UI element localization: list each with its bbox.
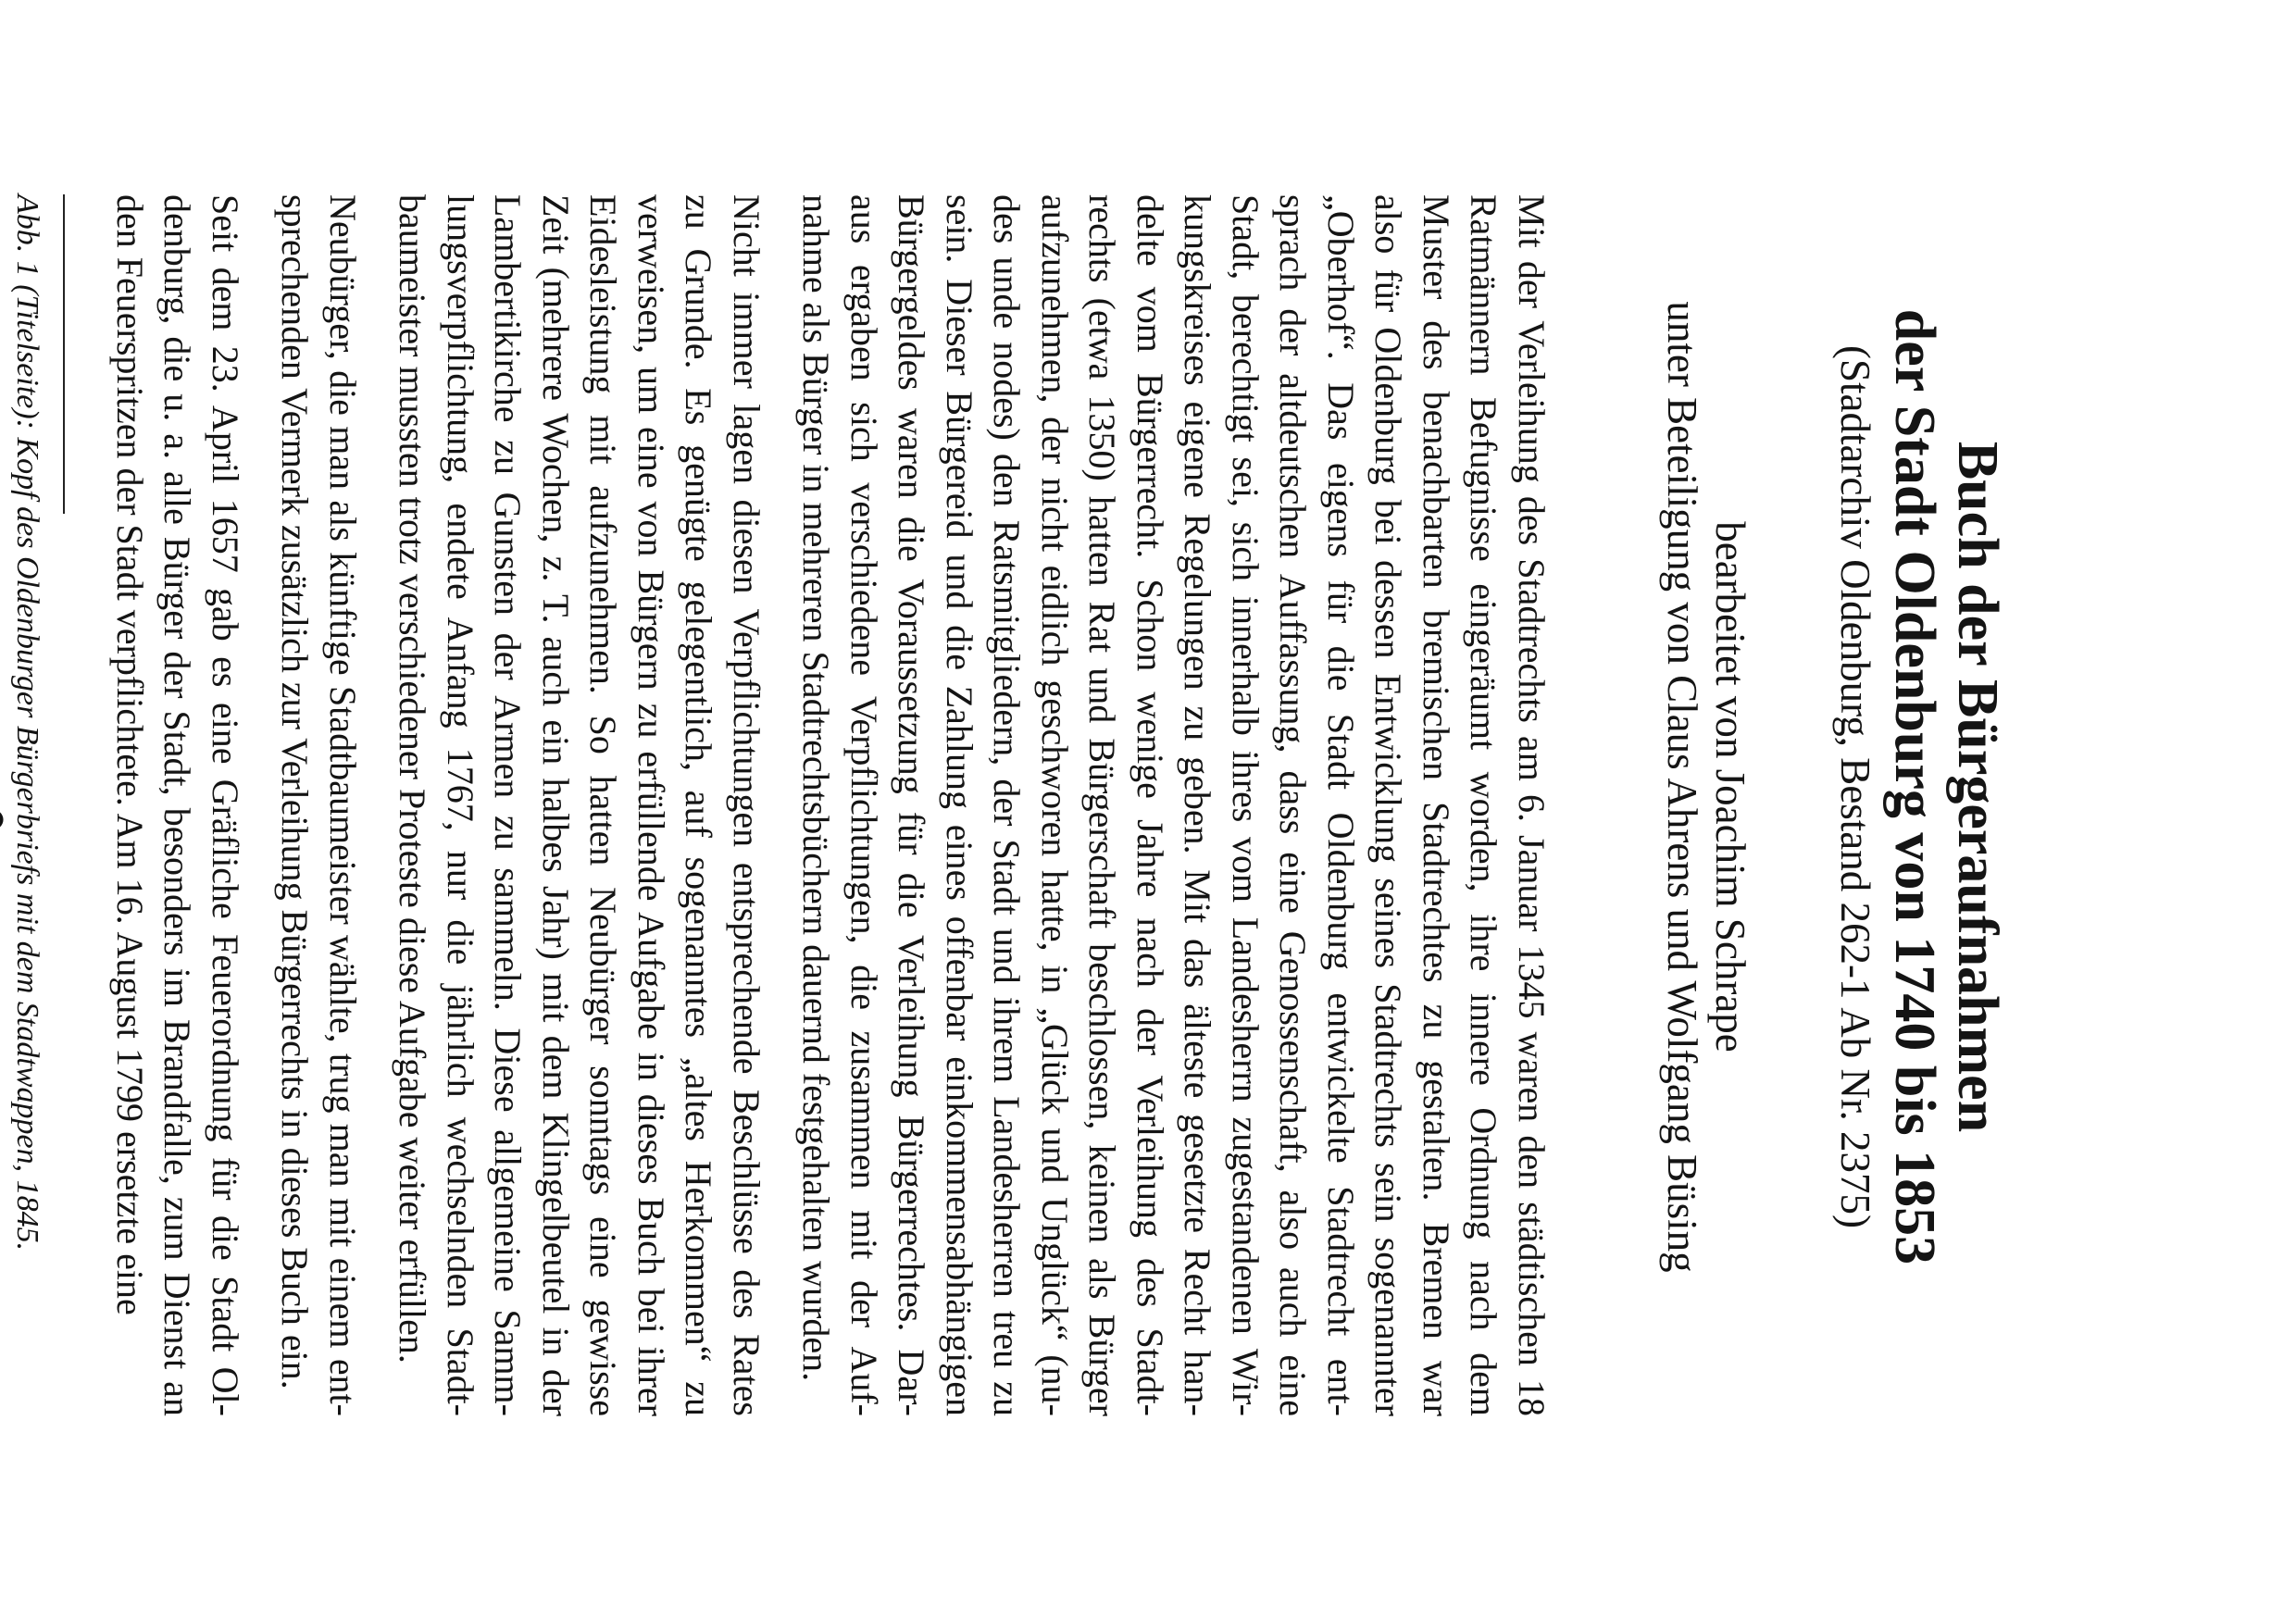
- text-line: denburg, die u. a. alle Bürger der Stadt, besonders im Brandfalle, zum Dienst an: [156, 194, 199, 1416]
- text-line: lungsverpflichtung, endete Anfang 1767, nur die jährlich wechselnden Stadt-: [440, 194, 481, 1416]
- text-line: kungskreises eigene Regelungen zu geben. Mit das älteste gesetzte Recht han-: [1177, 194, 1219, 1416]
- subtitle: (Stadtarchiv Oldenburg, Bestand 262-1 Ab Nr. 2375): [1832, 344, 1878, 1229]
- text-line: Mit der Verleihung des Stadtrechts am 6. Januar 1345 waren den städtischen 18: [1511, 194, 1553, 1416]
- text-line: sprach der altdeutschen Auffassung, dass eine Genossenschaft, also auch eine: [1272, 194, 1315, 1416]
- text-line: „Oberhof“. Das eigens für die Stadt Oldenburg entwickelte Stadtrecht ent-: [1320, 194, 1362, 1416]
- text-line: Muster des benachbarten bremischen Stadtrechtes zu gestalten. Bremen war: [1416, 194, 1457, 1416]
- text-line: Neubürger, die man als künftige Stadtbaumeister wählte, trug man mit einem ent-: [322, 194, 364, 1416]
- editor-line-1: bearbeitet von Joachim Schrape: [1707, 521, 1753, 1053]
- text-line: nahme als Bürger in mehreren Stadtrechtsbüchern dauernd festgehalten wurden.: [795, 194, 838, 1382]
- title-line-1: Buch der Bürgeraufnahmen: [1946, 441, 2009, 1133]
- text-line: Stadt, berechtigt sei, sich innerhalb ihres vom Landesherrn zugestandenen Wir-: [1225, 194, 1267, 1416]
- text-line: zu Grunde. Es genügte gelegentlich, auf sogenanntes „altes Herkommen“ zu: [678, 194, 720, 1416]
- text-line: sein. Dieser Bürgereid und die Zahlung eines offenbar einkommensabhängigen: [939, 194, 980, 1416]
- text-line: Nicht immer lagen diesen Verpflichtungen entsprechende Beschlüsse des Rates: [726, 194, 767, 1416]
- text-line: Lambertikirche zu Gunsten der Armen zu sammeln. Diese allgemeine Samm-: [487, 194, 530, 1416]
- text-line: also für Oldenburg bei dessen Entwicklung seines Stadtrechts sein sogenannter: [1367, 194, 1410, 1416]
- text-line: Zeit (mehrere Wochen, z. T. auch ein halbes Jahr) mit dem Klingelbeutel in der: [535, 194, 577, 1416]
- text-line: delte vom Bürgerrecht. Schon wenige Jahre nach der Verleihung des Stadt-: [1129, 194, 1171, 1416]
- text-line: Eidesleistung mit aufzunehmen. So hatten Neubürger sonntags eine gewisse: [582, 194, 625, 1416]
- footnote-rule: [64, 194, 66, 514]
- text-line: den Feuerspritzen der Stadt verpflichtete. Am 16. August 1799 ersetzte eine: [109, 194, 151, 1315]
- text-line: Bürgergeldes waren die Voraussetzung für die Verleihung Bürgerrechtes. Dar-: [891, 194, 933, 1416]
- title-line-2: der Stadt Oldenburg von 1740 bis 1853: [1883, 308, 1946, 1265]
- credit-line-1: [0, 194, 1, 713]
- text-line: des unde nodes) den Ratsmitgliedern, der Stadt und ihrem Landesherren treu zu: [986, 194, 1029, 1416]
- text-line: Seit dem 23. April 1657 gab es eine Gräfliche Feuerordnung für die Stadt Ol-: [205, 194, 246, 1416]
- lzo-logo: [0, 768, 8, 1046]
- figure-caption: Abb. 1 (Titelseite): Kopf des Oldenburger Bürgerbriefs mit dem Stadtwappen, 1845.: [10, 194, 45, 1252]
- text-line: aus ergaben sich verschiedene Verpflichtungen, die zusammen mit der Auf-: [843, 194, 885, 1416]
- sparkasse-s-icon: [0, 768, 8, 1065]
- text-line: verweisen, um eine von Bürgern zu erfüllende Aufgabe in dieses Buch bei ihrer: [630, 194, 672, 1416]
- editor-line-2: unter Beteiligung von Claus Ahrens und Wolfgang Büsing: [1659, 301, 1705, 1273]
- text-line: Ratmännern Befugnisse eingeräumt worden, ihre innere Ordnung nach dem: [1463, 194, 1505, 1416]
- text-line: sprechenden Vermerk zusätzlich zur Verleihung Bürgerrechts in dieses Buch ein.: [274, 194, 317, 1389]
- text-line: rechts (etwa 1350) hatten Rat und Bürgerschaft beschlossen, keinen als Bürger: [1081, 194, 1124, 1416]
- text-line: aufzunehmen, der nicht eidlich geschworen hatte, in „Glück und Unglück“ (nu-: [1034, 194, 1076, 1416]
- text-line: baumeister mussten trotz verschiedener Proteste diese Aufgabe weiter erfüllen.: [392, 194, 434, 1364]
